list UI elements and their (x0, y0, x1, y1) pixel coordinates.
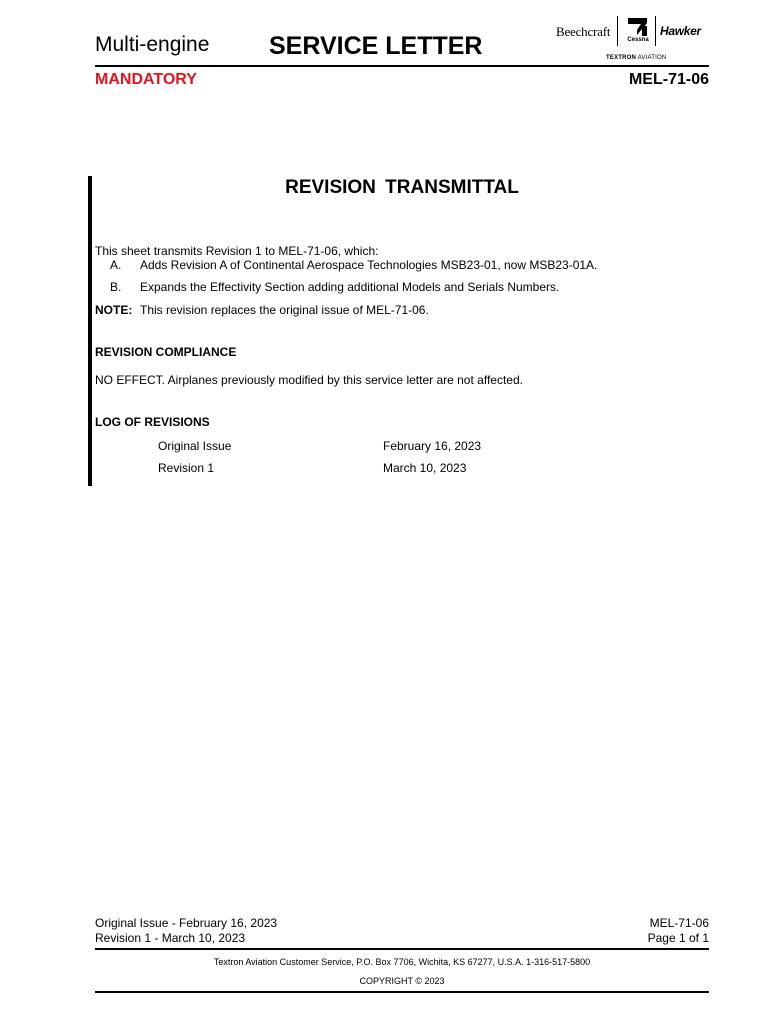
revision-change-bar (88, 176, 92, 486)
list-item-letter: A. (110, 258, 122, 272)
footer-revision: Revision 1 - March 10, 2023 (95, 931, 246, 945)
list-item-text: Expands the Effectivity Section adding additional Models and Serials Numbers. (140, 280, 560, 294)
compliance-text: NO EFFECT. Airplanes previously modified by this service letter are not affected. (95, 373, 523, 387)
document-number: MEL-71-06 (628, 71, 709, 88)
footer-address: Textron Aviation Customer Service, P.O. Box 7706, Wichita, KS 67277, U.S.A. 1-316-517-5800 (213, 957, 591, 967)
mandatory-label: MANDATORY (95, 71, 197, 88)
footer-rule (95, 991, 709, 993)
footer-original-issue: Original Issue - February 16, 2023 (95, 916, 278, 930)
note-text: This revision replaces the original issue of MEL-71-06. (140, 303, 429, 317)
footer-document-number: MEL-71-06 (649, 916, 709, 930)
list-item-text: Adds Revision A of Continental Aerospace Technologies MSB23-01, now MSB23-01A. (140, 258, 598, 272)
intro-text: This sheet transmits Revision 1 to MEL-71-06, which: (95, 244, 379, 258)
page-title: REVISION TRANSMITTAL (285, 177, 519, 198)
logo-divider (617, 16, 618, 46)
footer-copyright: COPYRIGHT © 2023 (359, 976, 445, 986)
section-heading-compliance: REVISION COMPLIANCE (95, 345, 237, 359)
cessna-logo-text: Cessna (627, 37, 649, 43)
logo-divider (655, 16, 656, 46)
footer-page-number: Page 1 of 1 (647, 931, 709, 945)
section-heading-log: LOG OF REVISIONS (95, 415, 210, 429)
log-row-date: February 16, 2023 (383, 439, 482, 453)
log-row-issue: Revision 1 (158, 461, 215, 475)
document-type-title: SERVICE LETTER (269, 32, 483, 60)
hawker-logo: Hawker (660, 24, 701, 38)
note-label: NOTE: (95, 303, 133, 317)
list-item-letter: B. (110, 280, 122, 294)
log-row-date: March 10, 2023 (383, 461, 467, 475)
textron-wordmark: TEXTRON (606, 55, 637, 61)
header-rule (95, 65, 709, 67)
beechcraft-logo: Beechcraft (556, 24, 611, 39)
log-row-issue: Original Issue (158, 439, 232, 453)
textron-aviation-logo (606, 55, 666, 62)
footer-rule (95, 948, 709, 950)
category-label: Multi-engine (95, 33, 210, 56)
aviation-wordmark: AVIATION (637, 55, 667, 61)
